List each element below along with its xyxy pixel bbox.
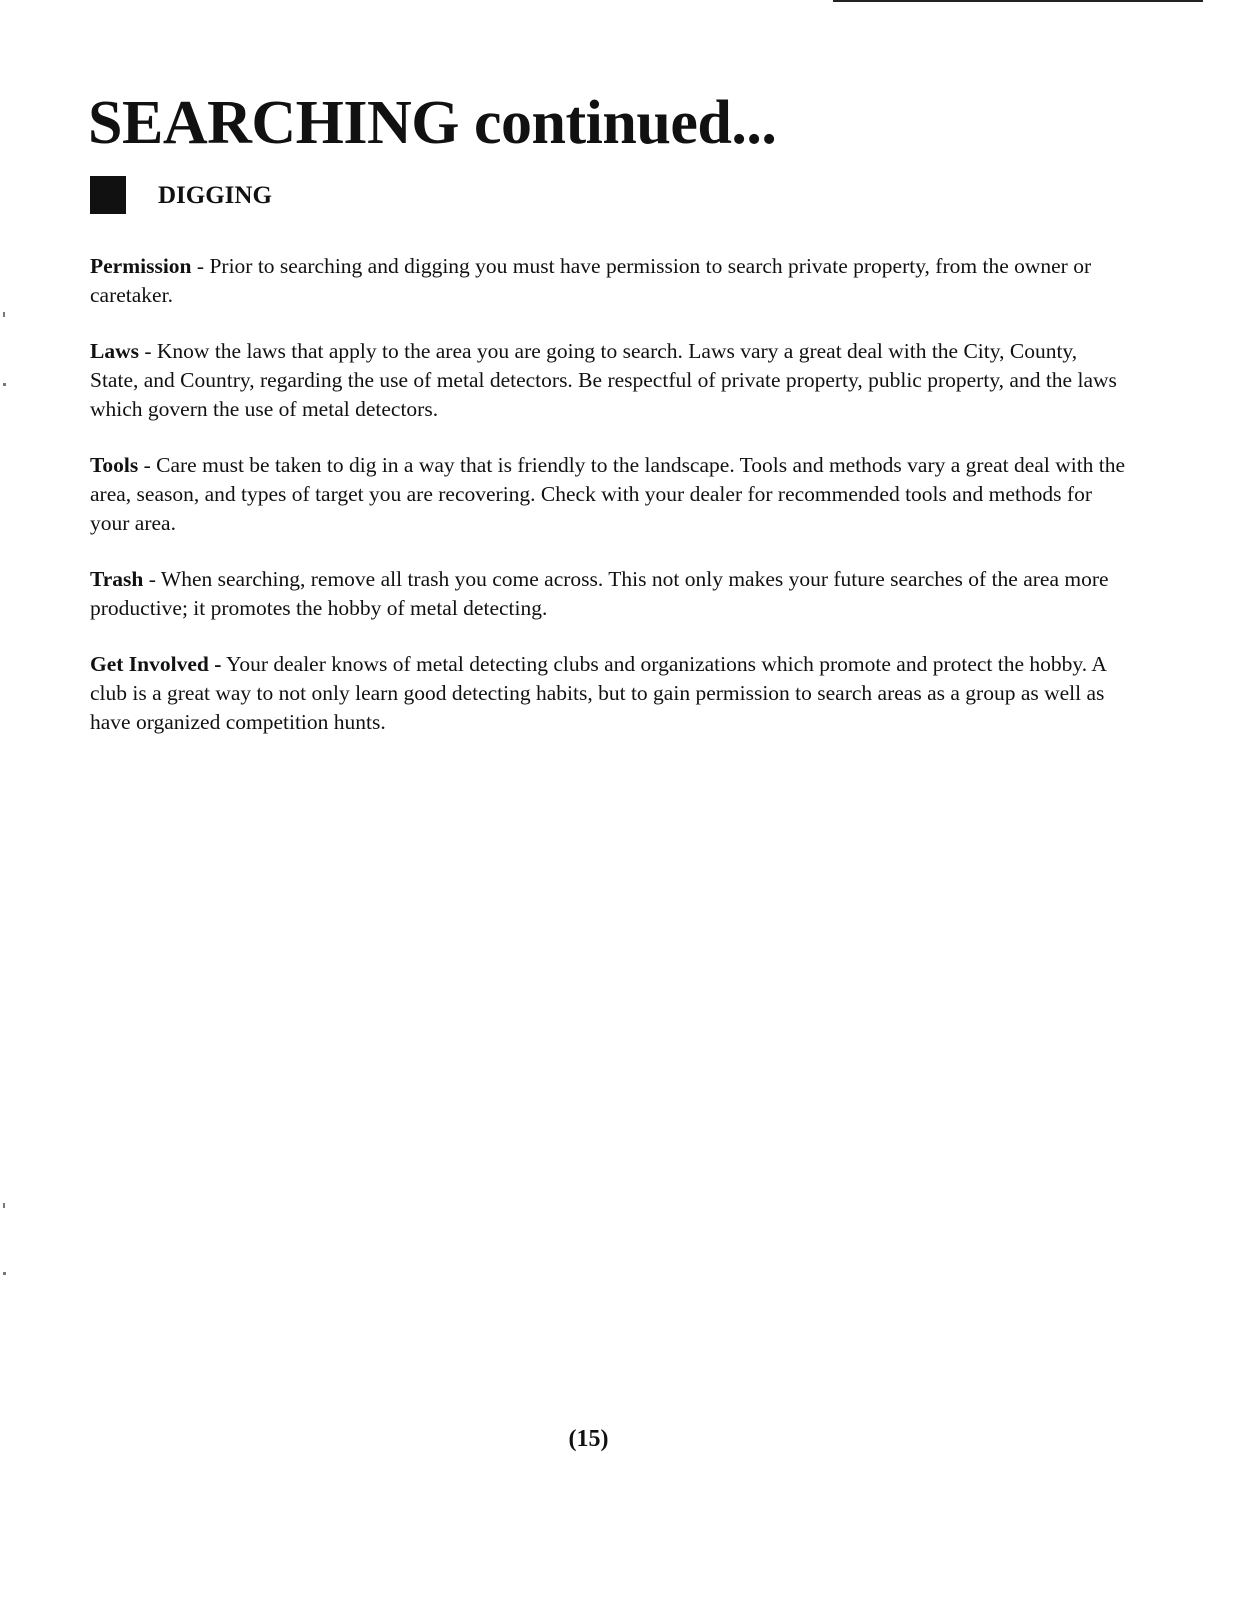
body-text: [90, 252, 1130, 764]
paragraph-text: Your dealer knows of metal detecting clubs and organizations which promote and protect the hobby. A club is a great way to not only learn good detecting habits, but to gain permission to search areas as a group as well as have organized competition hunts.: [90, 652, 1106, 734]
paragraph-text: Know the laws that apply to the area you are going to search. Laws vary a great deal with the City, County, State, and Country, regarding the use of metal detectors. Be respectful of private property, public property, and the laws which govern the use of metal detectors.: [90, 339, 1117, 421]
paragraph-tools: [90, 451, 1130, 538]
scan-speck: [3, 1203, 5, 1208]
scan-speck: [3, 312, 5, 317]
paragraph-term: Get Involved -: [90, 652, 222, 676]
paragraph-text: When searching, remove all trash you come across. This not only makes your future searches of the area more productive; it promotes the hobby of metal detecting.: [90, 567, 1109, 620]
scan-speck: [3, 383, 6, 386]
page-number: (15): [568, 1426, 609, 1452]
paragraph-term: Trash: [90, 567, 144, 591]
page-title: SEARCHING continued...: [88, 89, 777, 157]
square-bullet-icon: [90, 176, 126, 214]
paragraph-separator: -: [143, 567, 161, 591]
paragraph-trash: [90, 565, 1130, 623]
scan-speck: [3, 1272, 6, 1275]
paragraph-get-involved: [90, 650, 1130, 737]
paragraph-separator: -: [138, 339, 157, 363]
section-label: DIGGING: [158, 181, 272, 209]
paragraph-text: Prior to searching and digging you must have permission to search private property, from the owner or caretaker.: [90, 254, 1092, 307]
paragraph-text: Care must be taken to dig in a way that is friendly to the landscape. Tools and methods vary a great deal with the area, season, and types of target you are recovering. Check with your dealer for recommended tools and methods for your area.: [90, 453, 1126, 535]
paragraph-separator: -: [138, 453, 157, 477]
paragraph-term: Laws: [90, 339, 139, 363]
paragraph-separator: -: [191, 254, 210, 278]
paragraph-term: Permission: [90, 254, 192, 278]
paragraph-laws: [90, 337, 1130, 424]
top-rule: [833, 0, 1203, 2]
paragraph-permission: [90, 252, 1130, 310]
section-heading: [90, 175, 272, 215]
paragraph-term: Tools: [90, 453, 139, 477]
